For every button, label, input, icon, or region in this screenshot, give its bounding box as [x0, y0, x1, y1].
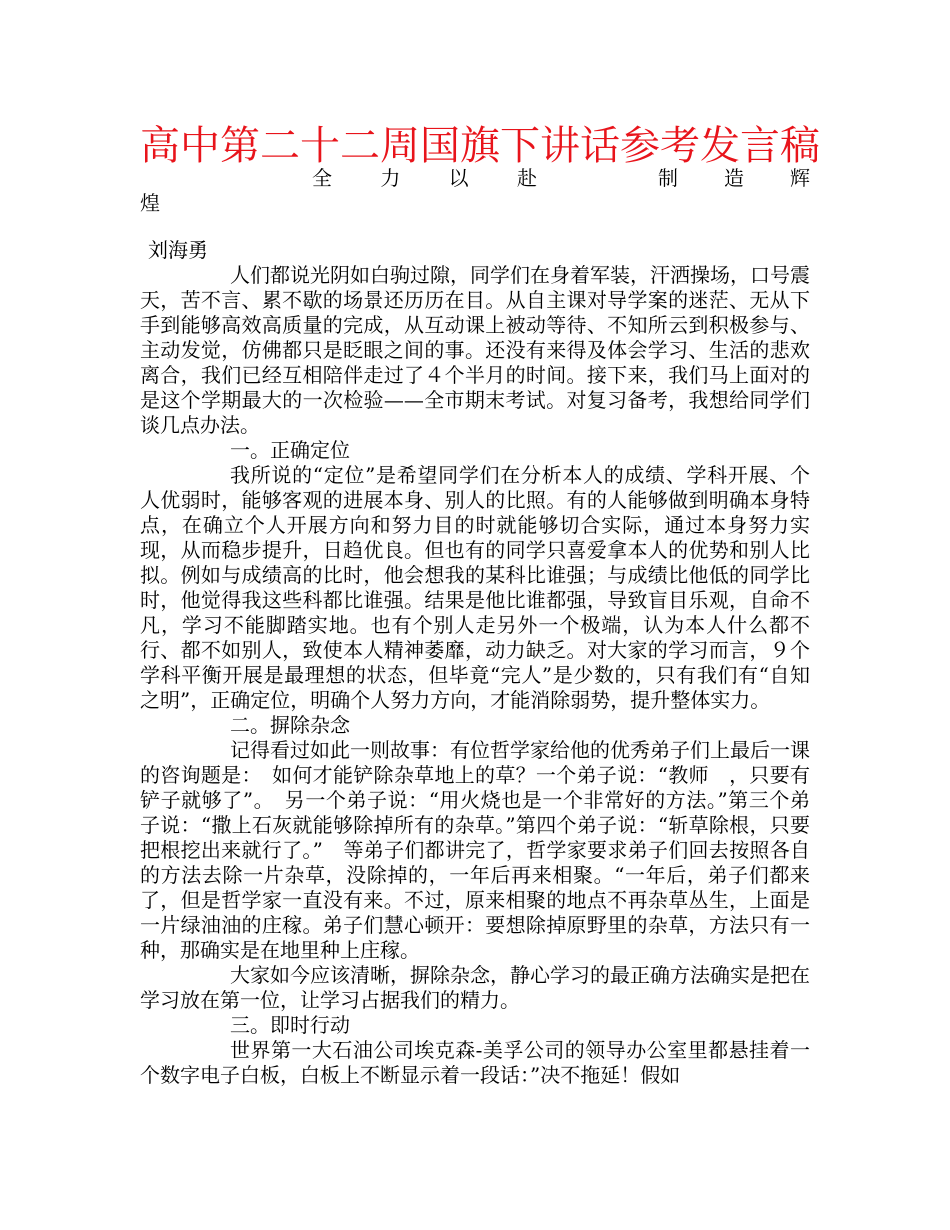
paragraph: 大家如今应该清晰，摒除杂念，静心学习的最正确方法确实是把在学习放在第一位，让学习占据我们的精力。: [140, 963, 810, 1012]
section-heading: 二。摒除杂念: [230, 713, 350, 737]
subtitle-char: 造: [724, 166, 744, 190]
document-body: [140, 263, 810, 1088]
paragraph: 世界第一大石油公司埃克森-美孚公司的领导办公室里都悬挂着一个数字电子白板，白板上不断显示着一段话：”决不拖延！假如: [140, 1038, 810, 1087]
section-heading: 三。即时行动: [230, 1013, 350, 1037]
author-name: 刘海勇: [148, 238, 208, 262]
paragraph: 记得看过如此一则故事：有位哲学家给他的优秀弟子们上最后一课的咨询题是： 如何才能铲除杂草地上的草？一个弟子说：“教师 ，只要有铲子就够了”。 另一个弟子说：“用火烧也是一个非常好的方法。”第三个弟子说：“撒上石灰就能够除掉所有的杂草。”第四个弟子说：“斩草除根，只要把根挖出来就行了。” 等弟子们都讲完了，哲学家要求弟子们回去按照各自的方法去除一片杂草，没除掉的，一年后再来相聚。“一年后，弟子们都来了，但是哲学家一直没有来。不过，原来相聚的地点不再杂草丛生，上面是一片绿油油的庄稼。弟子们慧心顿开：要想除掉原野里的杂草，方法只有一种，那确实是在地里种上庄稼。: [140, 738, 810, 962]
subtitle-char: 力: [380, 166, 401, 190]
section-heading: 一。正确定位: [230, 438, 350, 462]
paragraph: 人们都说光阴如白驹过隙，同学们在身着军装，汗洒操场，口号震天，苦不言、累不歇的场景还历历在目。从自主课对导学案的迷茫、无从下手到能够高效高质量的完成，从互动课上被动等待、不知所云到积极参与、主动发觉，仿佛都只是眨眼之间的事。还没有来得及体会学习、生活的悲欢离合，我们已经互相陪伴走过了４个半月的时间。接下来，我们马上面对的是这个学期最大的一次检验——全市期末考试。对复习备考，我想给同学们谈几点办法。: [140, 263, 810, 437]
subtitle-char: 制: [658, 166, 678, 190]
paragraph: 我所说的“定位”是希望同学们在分析本人的成绩、学科开展、个人优弱时，能够客观的进展本身、别人的比照。有的人能够做到明确本身特点，在确立个人开展方向和努力目的时就能够切合实际，通过本身努力实现，从而稳步提升，日趋优良。但也有的同学只喜爱拿本人的优势和别人比拟。例如与成绩高的比时，他会想我的某科比谁强；与成绩比他低的同学比时，他觉得我这些科都比谁强。结果是他比谁都强，导致盲目乐观，自命不凡，学习不能脚踏实地。也有个别人走另外一个极端，认为本人什么都不行、都不如别人，致使本人精神萎靡，动力缺乏。对大家的学习而言，９个学科平衡开展是最理想的状态，但毕竟“完人”是少数的，只有我们有“自知之明”，正确定位，明确个人努力方向，才能消除弱势，提升整体实力。: [140, 463, 810, 712]
subtitle-char: 全: [312, 166, 332, 190]
document-subtitle: [140, 166, 810, 216]
subtitle-char: 辉: [790, 166, 810, 190]
subtitle-char: 赴: [516, 166, 537, 190]
subtitle-char: 以: [448, 166, 469, 190]
subtitle-tail: 煌: [140, 191, 160, 215]
document-title: 高中第二十二周国旗下讲话参考发言稿: [140, 123, 820, 169]
